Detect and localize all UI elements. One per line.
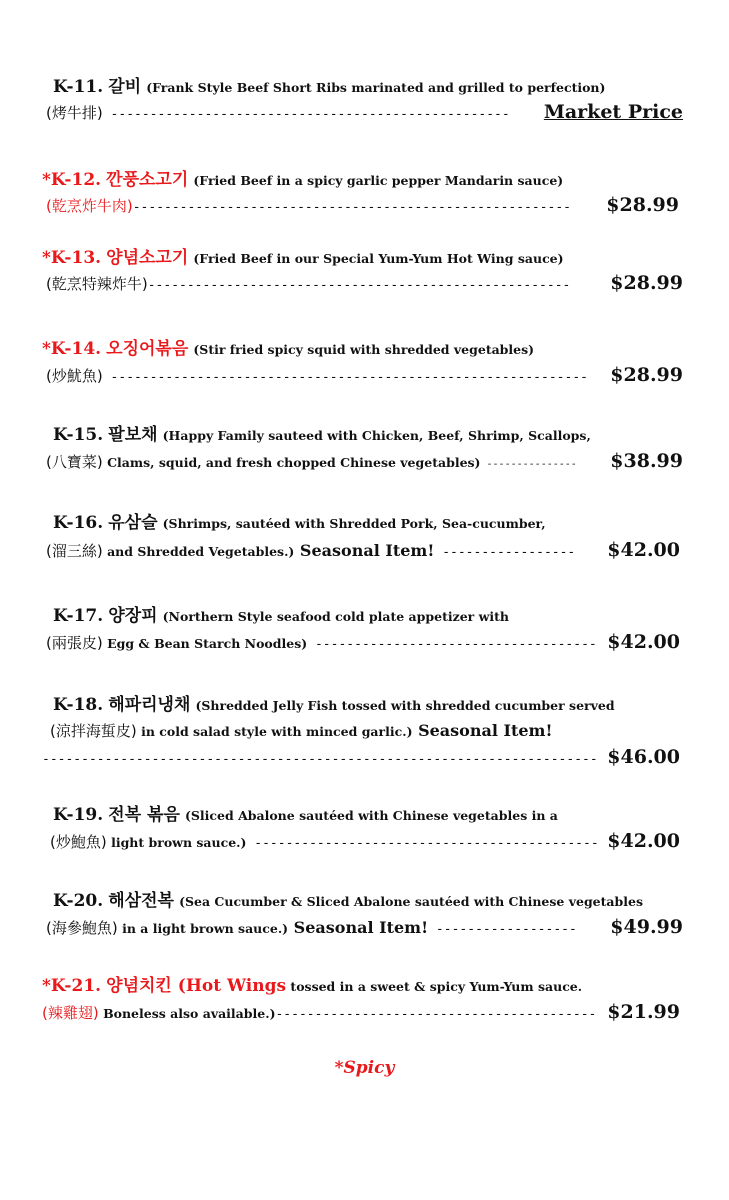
item-dashes: ------------------------------------: [307, 637, 597, 652]
item-dashes: -------------------------------------------------------------: [102, 370, 588, 385]
item-dashes: --------------------------------------------: [246, 836, 599, 851]
item-korean-name: 해삼전복: [108, 891, 174, 911]
item-description: (Stir fried spicy squid with shredded vegetables): [193, 342, 535, 357]
item-description: (Shredded Jelly Fish tossed with shredded cucumber served: [195, 698, 615, 713]
item-description-highlight: (Hot Wings: [171, 976, 287, 996]
item-price: $38.99: [610, 450, 683, 472]
item-korean-name: 양념소고기: [106, 248, 189, 268]
item-korean-name: 깐풍소고기: [106, 170, 189, 190]
item-price: $49.99: [610, 916, 683, 938]
item-chinese-name: (兩張皮): [46, 634, 103, 652]
item-korean-name: 갈비: [108, 77, 142, 97]
item-description: (Happy Family sauteed with Chicken, Beef, Shrimp, Scallops,: [162, 428, 591, 443]
item-description-cont: Boneless also available.): [98, 1006, 276, 1021]
item-description-cont: in a light brown sauce.): [117, 921, 289, 936]
item-dashes: ------------------------------------------------------: [147, 278, 571, 293]
item-code: K-15.: [53, 425, 104, 445]
item-chinese-name: (溜三絲): [46, 542, 103, 560]
item-price: $21.99: [607, 1001, 680, 1023]
item-description: (Northern Style seafood cold plate appetizer with: [162, 609, 509, 624]
item-price: $46.00: [607, 746, 680, 768]
item-price: $42.00: [607, 539, 680, 561]
item-price: $28.99: [606, 194, 679, 216]
item-price: Market Price: [543, 101, 683, 123]
item-code: *K-13.: [42, 248, 102, 268]
item-chinese-name: (涼拌海蜇皮): [50, 722, 137, 740]
item-description-cont: and Shredded Vegetables.): [102, 544, 295, 559]
item-description: (Frank Style Beef Short Ribs marinated and grilled to perfection): [146, 80, 606, 95]
item-chinese-name: (炒鮑魚): [50, 833, 107, 851]
item-dashes: -----------------: [434, 545, 576, 560]
item-dashes: ---------------: [480, 459, 577, 470]
item-dashes: -----------------------------------------------------------------------: [42, 752, 598, 767]
item-price: $42.00: [607, 631, 680, 653]
item-chinese-name: (八寶菜): [46, 453, 103, 471]
item-chinese-name: (乾烹炸牛肉): [46, 197, 133, 215]
item-dashes: ------------------: [428, 922, 577, 937]
item-price: $42.00: [607, 830, 680, 852]
item-code: *K-21.: [42, 976, 102, 996]
item-korean-name: 해파리냉채: [108, 695, 191, 715]
item-dashes: -----------------------------------------: [275, 1007, 597, 1022]
seasonal-note: Seasonal Item!: [412, 721, 553, 740]
item-korean-name: 팔보채: [108, 425, 158, 445]
item-price: $28.99: [610, 272, 683, 294]
item-description: (Fried Beef in a spicy garlic pepper Mandarin sauce): [193, 173, 564, 188]
item-chinese-name: (海參鮑魚): [46, 919, 118, 937]
item-korean-name: 전복 볶음: [108, 805, 180, 825]
item-description-cont: in cold salad style with minced garlic.): [136, 724, 413, 739]
item-description: (Sliced Abalone sautéed with Chinese vegetables in a: [184, 808, 558, 823]
seasonal-note: Seasonal Item!: [288, 918, 429, 937]
item-description-cont: light brown sauce.): [106, 835, 247, 850]
item-description: (Fried Beef in our Special Yum-Yum Hot Wing sauce): [193, 251, 564, 266]
item-description-cont: Egg & Bean Starch Noodles): [102, 636, 308, 651]
item-description: (Sea Cucumber & Sliced Abalone sautéed with Chinese vegetables: [179, 894, 643, 909]
item-description: (Shrimps, sautéed with Shredded Pork, Sea-cucumber,: [162, 516, 546, 531]
item-code: K-19.: [53, 805, 104, 825]
item-description-cont: Clams, squid, and fresh chopped Chinese vegetables): [102, 455, 481, 470]
item-chinese-name: (炒魷魚): [46, 367, 103, 385]
item-chinese-name: (乾烹特辣炸牛): [46, 275, 148, 293]
item-code: K-11.: [53, 77, 104, 97]
item-code: K-16.: [53, 513, 104, 533]
item-code: K-20.: [53, 891, 104, 911]
item-code: K-18.: [53, 695, 104, 715]
item-description: tossed in a sweet & spicy Yum-Yum sauce.: [286, 979, 583, 994]
item-chinese-name: (烤牛排): [46, 104, 103, 122]
item-korean-name: 유삼슬: [108, 513, 158, 533]
item-code: K-17.: [53, 606, 104, 626]
item-dashes: --------------------------------------------------------: [132, 200, 572, 215]
item-dashes: ---------------------------------------------------: [102, 107, 510, 122]
item-korean-name: 양념치킨: [106, 976, 172, 996]
item-price: $28.99: [610, 364, 683, 386]
spicy-note: *Spicy: [334, 1058, 395, 1078]
seasonal-note: Seasonal Item!: [294, 541, 435, 560]
item-code: *K-12.: [42, 170, 102, 190]
item-korean-name: 양장피: [108, 606, 158, 626]
item-code: *K-14.: [42, 339, 102, 359]
item-korean-name: 오징어볶음: [106, 339, 189, 359]
item-chinese-name: (辣雞翅): [42, 1004, 99, 1022]
